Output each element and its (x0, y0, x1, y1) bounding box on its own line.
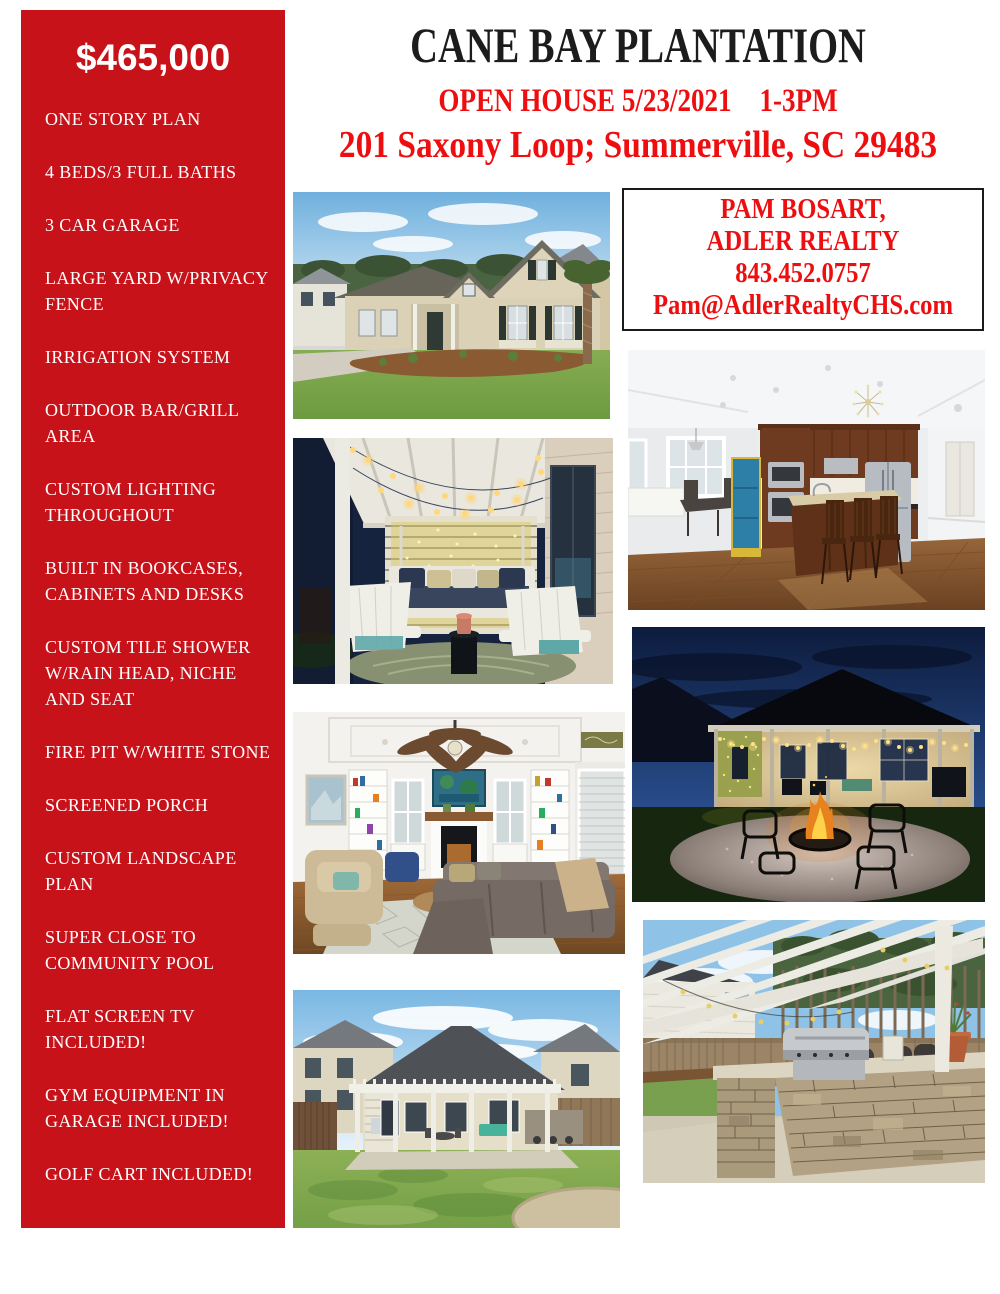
feature-item: GYM EQUIPMENT IN GARAGE INCLUDED! (45, 1085, 229, 1131)
contact-line: 843.452.0757 (735, 258, 871, 289)
photo-firepit-night (632, 627, 985, 902)
header (290, 0, 986, 166)
photo-front-exterior (293, 192, 610, 419)
open-house-time: 1-3PM (759, 83, 838, 119)
firepit-night-image (632, 627, 985, 902)
kitchen-image (628, 350, 985, 610)
outdoor-grill-image (643, 920, 985, 1183)
contact-line: Pam@AdlerRealtyCHS.com (652, 290, 954, 321)
feature-item: 3 CAR GARAGE (45, 215, 180, 235)
living-room-image (293, 712, 625, 954)
sidebar (21, 10, 285, 1228)
feature-item: GOLF CART INCLUDED! (45, 1164, 254, 1184)
page-title: CANE BAY PLANTATION (410, 17, 866, 73)
property-address: 201 Saxony Loop; Summerville, SC 29483 (338, 124, 938, 166)
feature-item: CUSTOM TILE SHOWER W/RAIN HEAD, NICHE AND SEAT (45, 637, 251, 709)
front-exterior-image (293, 192, 610, 419)
feature-list (21, 106, 285, 1187)
feature-item: OUTDOOR BAR/GRILL AREA (45, 400, 239, 446)
photo-outdoor-grill-area (643, 920, 985, 1183)
contact-line: ADLER REALTY (706, 226, 900, 257)
feature-item: CUSTOM LIGHTING THROUGHOUT (45, 479, 217, 525)
photo-back-exterior (293, 990, 620, 1228)
open-house-line (353, 83, 924, 119)
feature-item: BUILT IN BOOKCASES, CABINETS AND DESKS (45, 558, 245, 604)
contact-line: PAM BOSART, (720, 194, 886, 225)
feature-item: FLAT SCREEN TV INCLUDED! (45, 1006, 195, 1052)
feature-item: FIRE PIT W/WHITE STONE (45, 742, 271, 762)
feature-item: CUSTOM LANDSCAPE PLAN (45, 848, 237, 894)
porch-swing-image (293, 438, 613, 684)
feature-item: LARGE YARD W/PRIVACY FENCE (45, 268, 269, 314)
contact-card (622, 188, 984, 331)
photo-screened-porch-swing (293, 438, 613, 684)
feature-item: IRRIGATION SYSTEM (45, 347, 231, 367)
feature-item: ONE STORY PLAN (45, 109, 201, 129)
photo-kitchen (628, 350, 985, 610)
feature-item: SUPER CLOSE TO COMMUNITY POOL (45, 927, 215, 973)
price: $465,000 (75, 37, 231, 78)
photo-living-room (293, 712, 625, 954)
back-exterior-image (293, 990, 620, 1228)
feature-item: SCREENED PORCH (45, 795, 209, 815)
open-house-date: OPEN HOUSE 5/23/2021 (438, 83, 732, 119)
feature-item: 4 BEDS/3 FULL BATHS (45, 162, 237, 182)
